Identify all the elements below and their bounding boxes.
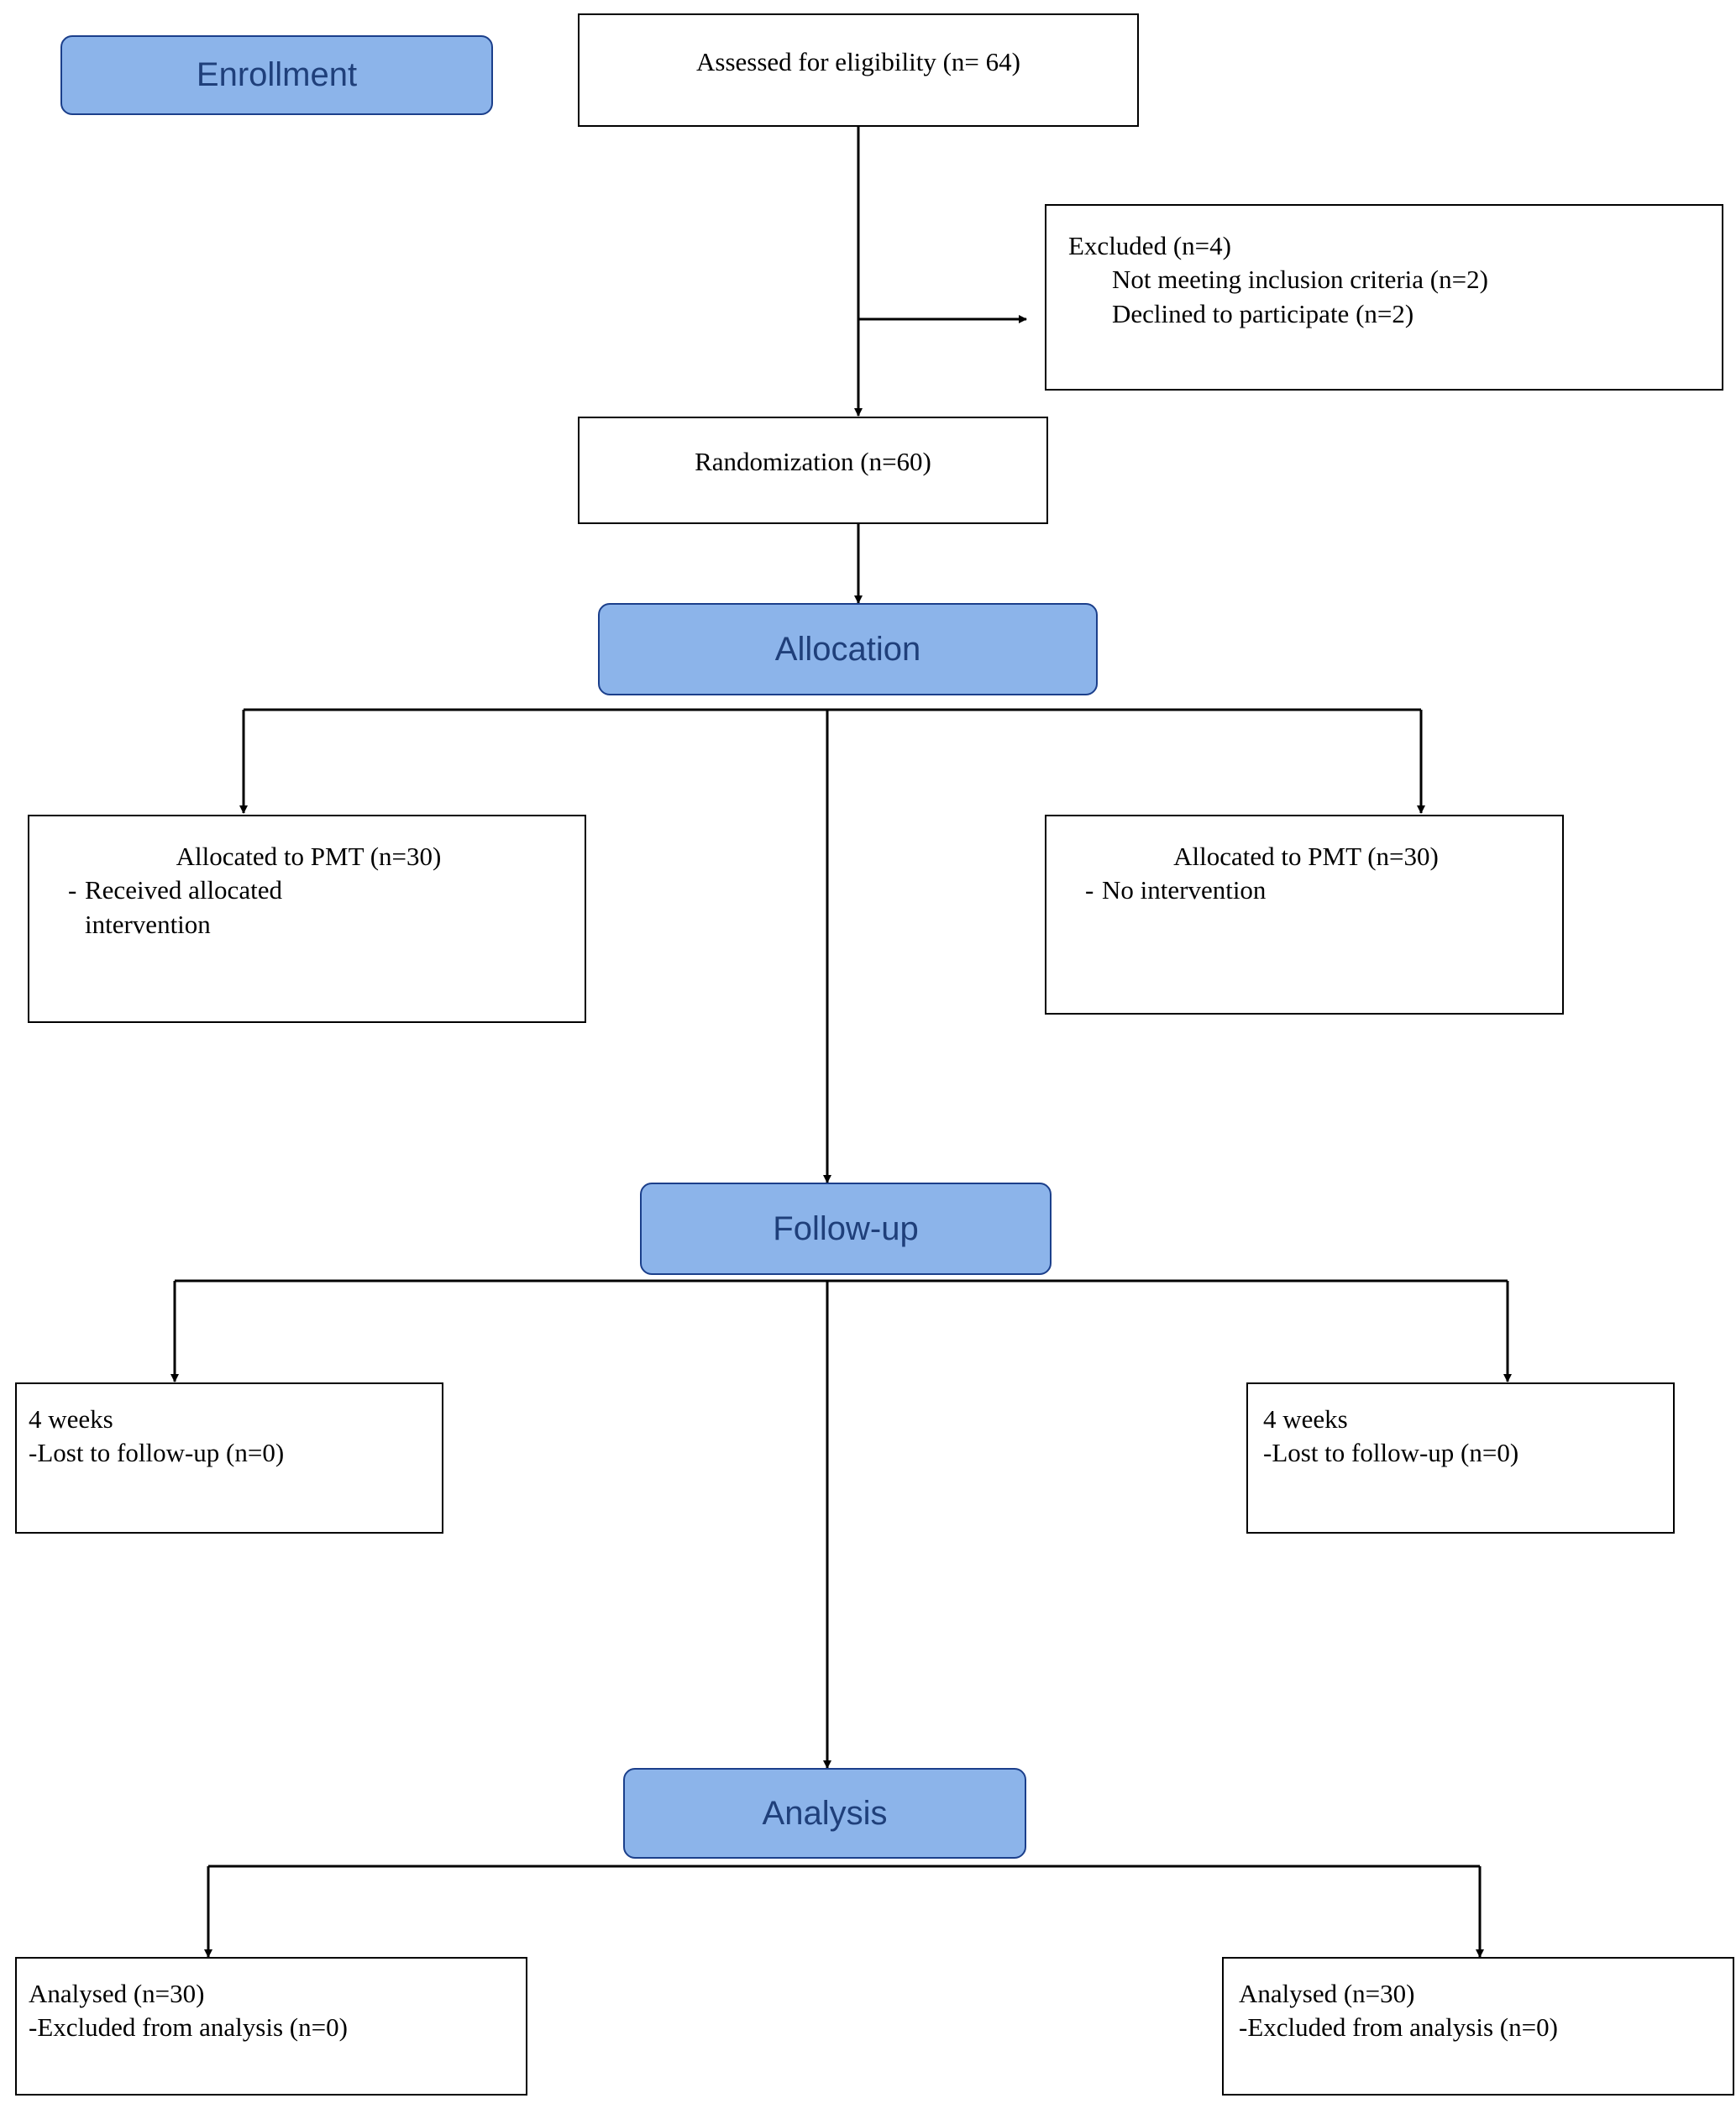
analysis-right-line-1: Analysed (n=30) <box>1239 1979 1415 2008</box>
allocated-right-bullet: - <box>1085 875 1094 905</box>
allocated-right-line-2: No intervention <box>1102 875 1267 905</box>
stage-followup-label: Follow-up <box>773 1209 919 1247</box>
excluded-line-2: Not meeting inclusion criteria (n=2) <box>1112 265 1488 295</box>
stage-analysis <box>623 1768 1026 1859</box>
followup-left-line-2: -Lost to follow-up (n=0) <box>29 1438 285 1468</box>
stage-analysis-label: Analysis <box>762 1794 888 1832</box>
followup-left-line-1: 4 weeks <box>29 1404 113 1434</box>
assessed-line-1: Assessed for eligibility (n= 64) <box>696 47 1020 76</box>
stage-enrollment-label: Enrollment <box>196 56 358 93</box>
box-excluded <box>1045 204 1723 391</box>
stage-followup <box>640 1183 1052 1275</box>
analysis-left-line-2: -Excluded from analysis (n=0) <box>29 2012 348 2043</box>
box-analysis-left <box>15 1957 527 2096</box>
allocated-right-line-1: Allocated to PMT (n=30) <box>1173 842 1439 871</box>
stage-enrollment <box>60 35 493 115</box>
box-allocated-right <box>1045 815 1564 1015</box>
excluded-line-3: Declined to participate (n=2) <box>1112 298 1414 328</box>
followup-right-line-1: 4 weeks <box>1263 1404 1348 1434</box>
analysis-right-line-2: -Excluded from analysis (n=0) <box>1239 2012 1558 2043</box>
box-analysis-right <box>1222 1957 1734 2096</box>
allocated-left-line-2a: Received allocated <box>85 875 282 905</box>
box-assessed-for-eligibility <box>578 13 1139 127</box>
analysis-left-line-1: Analysed (n=30) <box>29 1979 205 2008</box>
box-followup-right <box>1246 1382 1675 1534</box>
box-allocated-left <box>28 815 586 1023</box>
box-followup-left <box>15 1382 443 1534</box>
excluded-line-1: Excluded (n=4) <box>1068 231 1231 260</box>
allocated-left-line-1: Allocated to PMT (n=30) <box>176 842 442 871</box>
allocated-left-line-2b: intervention <box>85 909 211 939</box>
stage-allocation-label: Allocation <box>774 630 921 668</box>
box-randomization <box>578 417 1048 524</box>
followup-right-line-2: -Lost to follow-up (n=0) <box>1263 1438 1519 1468</box>
stage-allocation <box>598 603 1098 695</box>
randomization-line-1: Randomization (n=60) <box>695 447 931 476</box>
allocated-left-bullet: - <box>68 875 77 905</box>
